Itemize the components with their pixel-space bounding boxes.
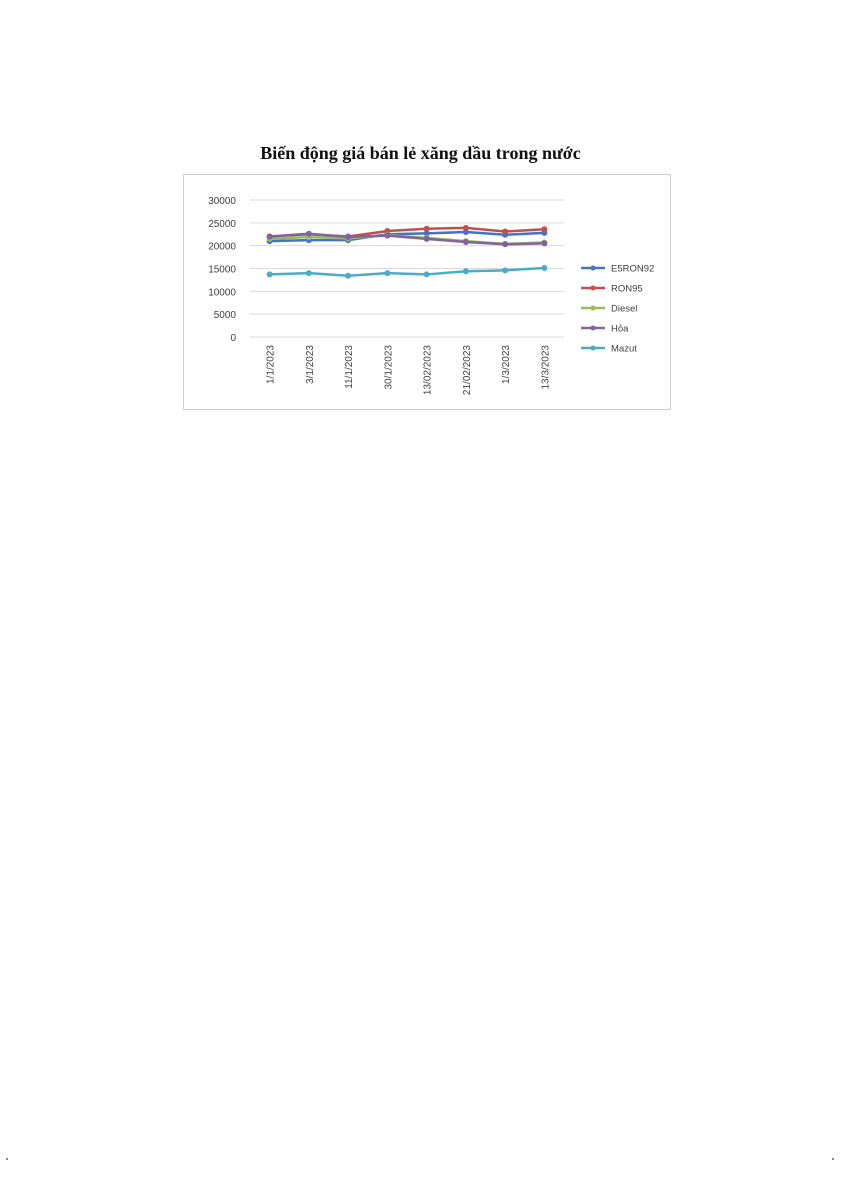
data-point: [541, 226, 547, 232]
x-tick-label: 11/1/2023: [344, 345, 356, 389]
x-tick-label: 1/3/2023: [501, 345, 513, 384]
x-tick-label: 1/1/2023: [265, 345, 277, 384]
legend-marker: [591, 266, 596, 271]
legend-label: RON95: [611, 283, 643, 295]
data-point: [424, 236, 430, 242]
data-point: [345, 234, 351, 240]
page-corner-mark-left: [6, 1158, 8, 1160]
y-tick-label: 0: [230, 333, 236, 344]
legend-label: Diesel: [611, 303, 638, 315]
data-point: [502, 229, 508, 235]
data-point: [541, 265, 547, 271]
chart-title: Biến động giá bán lẻ xăng dầu trong nước: [260, 143, 581, 163]
x-tick-label: 30/1/2023: [383, 345, 395, 390]
legend-marker: [591, 306, 596, 311]
y-tick-label: 5000: [213, 310, 236, 322]
y-tick-label: 20000: [208, 241, 236, 253]
data-point: [424, 271, 430, 277]
x-tick-label: 21/02/2023: [461, 345, 473, 396]
legend-marker: [591, 326, 596, 331]
data-point: [384, 270, 390, 276]
data-point: [463, 268, 469, 274]
data-point: [345, 273, 351, 279]
legend-label: E5RON92: [611, 263, 655, 275]
data-point: [306, 270, 312, 276]
legend-label: Hỏa: [611, 323, 629, 335]
data-point: [267, 271, 273, 277]
data-point: [384, 233, 390, 239]
data-point: [306, 231, 312, 237]
data-point: [463, 225, 469, 231]
x-tick-label: 13/3/2023: [540, 345, 552, 390]
data-point: [502, 241, 508, 247]
data-point: [424, 226, 430, 232]
page-corner-mark-right: [832, 1158, 834, 1160]
data-point: [267, 234, 273, 240]
line-chart: [184, 175, 672, 411]
data-point: [502, 267, 508, 273]
legend-marker: [591, 286, 596, 291]
y-tick-label: 15000: [208, 264, 236, 276]
legend-marker: [591, 346, 596, 351]
chart-area: [183, 174, 671, 410]
x-tick-label: 3/1/2023: [304, 345, 316, 384]
x-tick-label: 13/02/2023: [422, 345, 434, 396]
data-point: [541, 240, 547, 246]
y-tick-label: 25000: [208, 218, 236, 230]
y-tick-label: 30000: [208, 196, 236, 207]
y-tick-label: 10000: [208, 287, 236, 299]
data-point: [463, 239, 469, 245]
legend-label: Mazut: [611, 343, 637, 355]
